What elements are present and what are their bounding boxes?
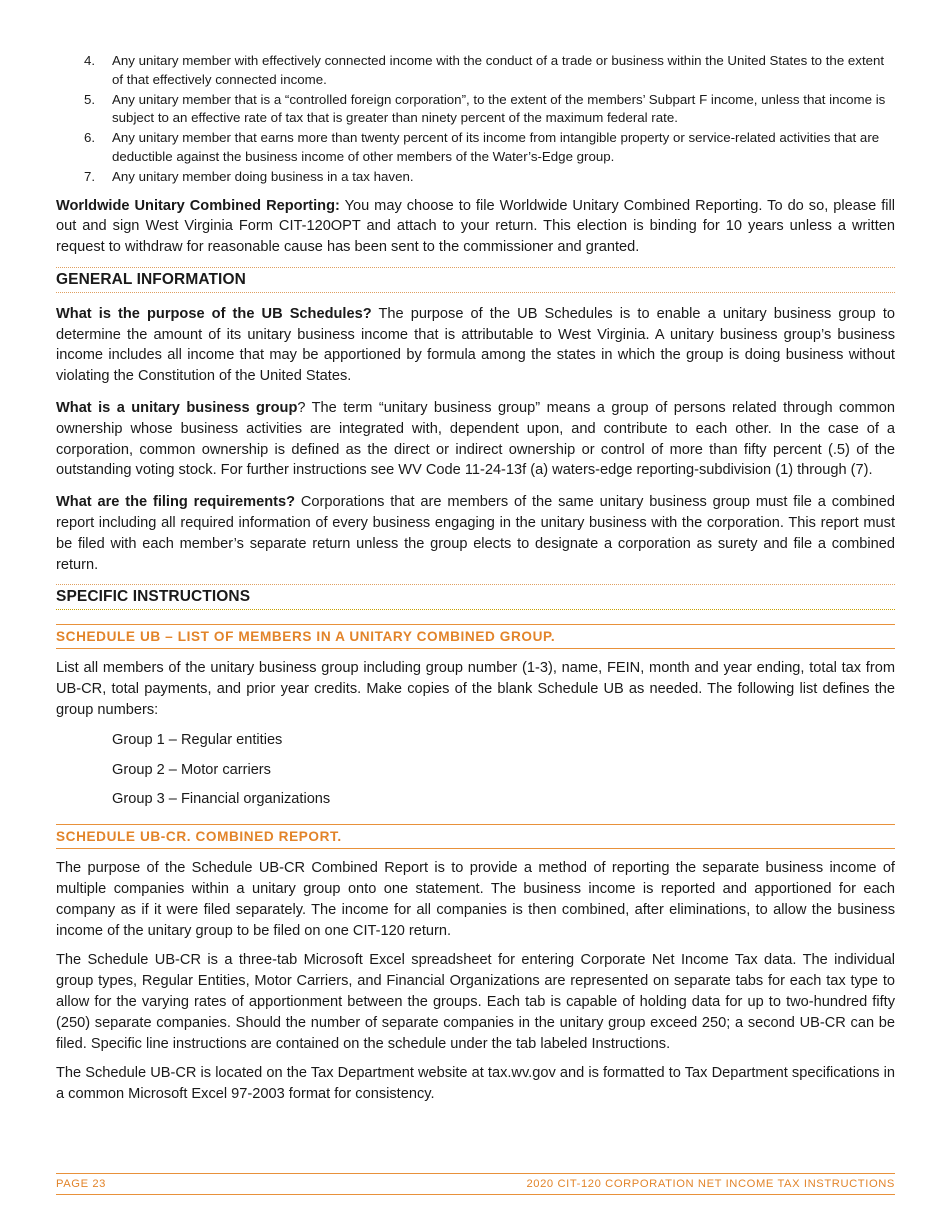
ubcr-paragraph-2: The Schedule UB-CR is a three-tab Microsoft Excel spreadsheet for entering Corporate Net Income Tax data. The individual group types, Regular Entities, Motor Carriers, and Financial Organizations are represented on separate tabs for each tax type to allow for the varying rates of apportionment between the groups. Each tab is capable of holding data for up to two-hundred fifty (250) separate companies. Should the number of separate companies in the unitary group exceed 250; a second UB-CR can be filed. Specific line instructions are contained on the schedule under the tab labeled Instructions. bbox=[56, 952, 895, 1052]
unitary-group-paragraph: What is a unitary business group? The term “unitary business group” means a group of persons related through common ownership whose business activities are integrated with, dependent upon, and contribute to each other. In the case of a corporation, common ownership is defined as the direct or indirect ownership or control of more than fifty percent (.5) of the outstanding voting stock. For further instructions see WV Code 11-24-13f (a) waters-edge reporting-subdivision (1) through (7). bbox=[56, 400, 895, 479]
group-item: Group 3 – Financial organizations bbox=[112, 791, 331, 808]
schedule-ub-paragraph: List all members of the unitary business group including group number (1-3), name, FEIN, month and year ending, total tax from UB-CR, total payments, and prior year credits. Make copies of the blank Schedule UB as needed. The following list defines the group numbers: bbox=[56, 660, 895, 719]
list-item: 7. Any unitary member doing business in a tax haven. bbox=[84, 168, 414, 184]
worldwide-paragraph: Worldwide Unitary Combined Reporting: You may choose to file Worldwide Unitary Combined Reporting. To do so, please fill out and sign West Virginia Form CIT-120OPT and attach to your return. This election is binding for 10 years unless a written request to withdraw for reasonable cause has been sent to the commissioner and granted. bbox=[56, 197, 895, 256]
group-item: Group 2 – Motor carriers bbox=[112, 761, 271, 778]
ubcr-paragraph-1: The purpose of the Schedule UB-CR Combined Report is to provide a method of reporting the separate business income of multiple companies within a unitary group onto one statement. The business income is reported and apportioned for each company as if it were filed separately. The income for all companies is then combined, after eliminations, to allow the business income of the unitary group to be filed on one CIT-120 return. bbox=[56, 860, 895, 939]
schedule-ub-heading: SCHEDULE UB – LIST OF MEMBERS IN A UNITARY COMBINED GROUP. bbox=[56, 624, 895, 649]
group-item: Group 1 – Regular entities bbox=[112, 731, 283, 748]
schedule-ubcr-heading: SCHEDULE UB-CR. COMBINED REPORT. bbox=[56, 824, 895, 849]
purpose-paragraph: What is the purpose of the UB Schedules? The purpose of the UB Schedules is to enable a unitary business group to determine the amount of its unitary business income that is attributable to West Virginia. A unitary business group’s business income includes all income that may be apportioned by formula among the states in which the group is doing business without violating the Constitution of the United States. bbox=[56, 305, 895, 385]
footer-title: 2020 CIT-120 CORPORATION NET INCOME TAX INSTRUCTIONS bbox=[526, 1178, 895, 1190]
page-number: PAGE 23 bbox=[56, 1178, 107, 1190]
specific-instructions-heading: SPECIFIC INSTRUCTIONS bbox=[56, 584, 895, 610]
document-page bbox=[56, 52, 895, 1105]
page-footer bbox=[56, 1173, 895, 1195]
list-item: 5. Any unitary member that is a “controlled foreign corporation”, to the extent of the members’ Subpart F income, unless that income is subject to an effective rate of tax that is greater than ninety percent of the maximum federal rate. bbox=[84, 91, 886, 125]
list-item: 6. Any unitary member that earns more than twenty percent of its income from intangible property or service-related activities that are deductible against the business income of other members of the Water’s-Edge group. bbox=[84, 130, 880, 164]
general-information-heading: GENERAL INFORMATION bbox=[56, 267, 895, 293]
ubcr-paragraph-3: The Schedule UB-CR is located on the Tax Department website at tax.wv.gov and is formatted to Tax Department specifications in a common Microsoft Excel 97-2003 format for consistency. bbox=[56, 1065, 895, 1103]
numbered-list bbox=[56, 52, 895, 186]
filing-requirements-paragraph: What are the filing requirements? Corporations that are members of the same unitary business group must file a combined report including all required information of every business engaging in the unitary business with the corporation. This report must be filed with each member’s separate return unless the group elects to designate a corporation as surety and file a combined return. bbox=[56, 494, 895, 573]
list-item: 4. Any unitary member with effectively connected income with the conduct of a trade or business within the United States to the extent of that effectively connected income. bbox=[84, 53, 885, 87]
